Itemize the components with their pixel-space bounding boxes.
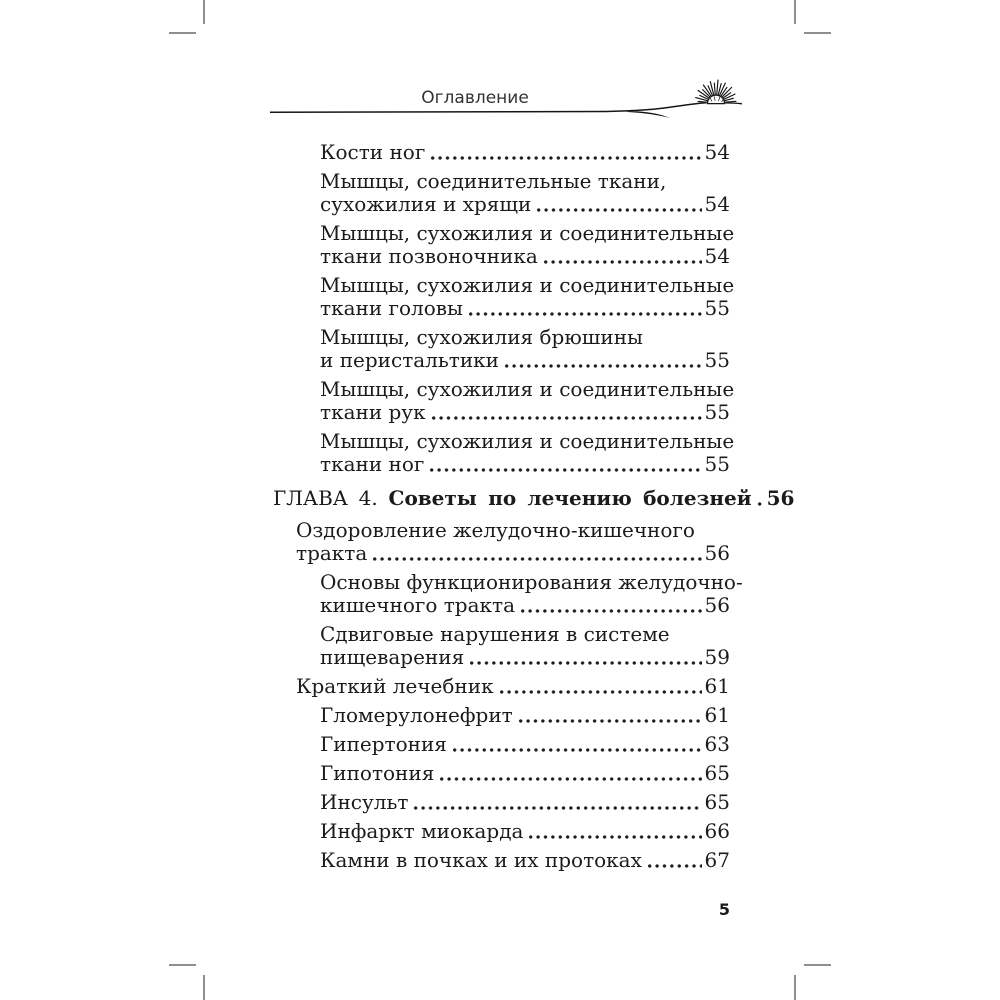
toc-list: [273, 140, 795, 878]
dot-leader: [429, 141, 701, 164]
toc-entry: [273, 326, 730, 372]
toc-entry-line: [320, 646, 730, 669]
toc-entry: [273, 791, 730, 814]
toc-entry-line: [320, 453, 730, 476]
rule-swoosh: [626, 111, 671, 118]
toc-page-number: 66: [704, 819, 730, 843]
dot-leader: [503, 349, 702, 372]
toc-entry-text: Камни в почках и их протоках: [320, 848, 642, 872]
toc-entry-text: Оздоровление желудочно-кишечного: [296, 518, 695, 542]
toc-entry-line: [296, 519, 730, 542]
toc-entry-text: Инфаркт миокарда: [320, 819, 524, 843]
toc-entry-line: [320, 326, 730, 349]
toc-entry: [273, 570, 743, 617]
toc-entry: [273, 733, 730, 756]
toc-page-number: 55: [704, 452, 730, 476]
dot-leader: [468, 646, 701, 669]
toc-entry-line: [320, 273, 735, 297]
toc-entry-line: [320, 349, 730, 372]
toc-page-number: 56: [704, 541, 730, 565]
toc-entry-line: [320, 170, 730, 193]
dot-leader: [451, 733, 702, 756]
toc-entry-text: Гипотония: [320, 761, 435, 785]
toc-entry-line: [320, 401, 730, 424]
toc-entry-line: [320, 193, 730, 216]
toc-entry-line: [320, 377, 735, 401]
toc-entry-line: [320, 245, 730, 268]
toc-entry-line: [320, 570, 743, 594]
toc-entry: [273, 704, 730, 727]
toc-entry-text: Мышцы, сухожилия брюшины: [320, 325, 643, 349]
toc-page-number: 54: [704, 140, 730, 164]
toc-entry: [273, 623, 730, 669]
toc-page-number: 61: [704, 703, 730, 727]
folio-page-number: 5: [718, 900, 730, 919]
toc-chapter-entry: [273, 486, 795, 510]
toc-entry: [273, 820, 730, 843]
crop-mark-top-right-vertical: [794, 0, 796, 24]
running-head-title: Оглавление: [421, 88, 529, 108]
crop-mark-bottom-left-horizontal: [169, 964, 196, 966]
toc-entry-line: [273, 486, 795, 510]
toc-page-number: 67: [704, 848, 730, 872]
dot-leader: [498, 675, 702, 698]
dot-leader: [542, 245, 702, 268]
dot-leader: [517, 704, 702, 727]
crop-mark-bottom-right-horizontal: [804, 964, 831, 966]
toc-page-number: 59: [704, 645, 730, 669]
toc-page-number: 55: [704, 296, 730, 320]
toc-page-number: 54: [704, 244, 730, 268]
flower-icon: [696, 80, 736, 104]
toc-entry: [273, 273, 735, 320]
rule-line-tail: [725, 103, 742, 104]
toc-entry-line: [320, 762, 730, 785]
dot-leader: [371, 542, 701, 565]
toc-entry: [273, 377, 735, 424]
dot-leader: [527, 820, 701, 843]
toc-page-number: 65: [704, 790, 730, 814]
toc-page-number: 63: [704, 732, 730, 756]
toc-entry-text: ткани головы: [320, 296, 463, 320]
toc-entry-text: Краткий лечебник: [296, 674, 494, 698]
toc-entry-text: ткани рук: [320, 400, 426, 424]
toc-entry-text: Мышцы, соединительные ткани,: [320, 169, 667, 193]
toc-entry-line: [320, 297, 730, 320]
dot-leader: [430, 401, 702, 424]
toc-entry-text: Основы функционирования желудочно-: [320, 570, 743, 594]
toc-entry-text: Мышцы, сухожилия и соединительные: [320, 377, 735, 401]
toc-entry-text: ткани ног: [320, 452, 425, 476]
toc-entry: [273, 141, 730, 164]
toc-entry-line: [320, 623, 730, 646]
toc-entry-text: Гипертония: [320, 732, 447, 756]
toc-entry-text: и перистальтики: [320, 348, 499, 372]
toc-entry-text: Кости ног: [320, 140, 426, 164]
dot-leader: [756, 487, 764, 510]
toc-entry-line: [320, 849, 730, 872]
toc-entry: [273, 519, 730, 565]
dot-leader: [646, 849, 702, 872]
toc-page-number: 65: [704, 761, 730, 785]
crop-mark-bottom-left-vertical: [203, 975, 205, 1000]
crop-mark-top-left-vertical: [203, 0, 205, 24]
toc-page-number: 56: [704, 593, 730, 617]
toc-page-number: 55: [704, 348, 730, 372]
toc-entry: [273, 849, 730, 872]
toc-entry: [273, 429, 735, 476]
toc-entry-text: ткани позвоночника: [320, 244, 538, 268]
dot-leader: [535, 193, 701, 216]
toc-entry-text: [273, 487, 752, 510]
toc-entry-line: [320, 704, 730, 727]
toc-page-number: 54: [704, 192, 730, 216]
toc-entry-line: [320, 820, 730, 843]
toc-entry: [273, 762, 730, 785]
toc-entry: [273, 170, 730, 216]
crop-mark-top-left-horizontal: [169, 32, 196, 34]
toc-entry-text: Инсульт: [320, 790, 409, 814]
toc-entry-text: тракта: [296, 541, 368, 565]
toc-entry-line: [320, 733, 730, 756]
toc-entry-text: пищеварения: [320, 645, 465, 669]
toc-entry-text: Мышцы, сухожилия и соединительные: [320, 429, 735, 453]
dot-leader: [438, 762, 701, 785]
toc-page-number: 56: [766, 486, 795, 510]
toc-chapter-title: Советы по лечению болезней: [388, 486, 752, 510]
toc-entry-text: кишечного тракта: [320, 593, 516, 617]
toc-entry-line: [320, 429, 735, 453]
toc-entry: [273, 221, 735, 268]
toc-entry-text: Гломерулонефрит: [320, 703, 513, 727]
toc-chapter-label: ГЛАВА 4.: [273, 486, 389, 510]
toc-entry-line: [320, 141, 730, 164]
crop-mark-top-right-horizontal: [804, 32, 831, 34]
toc-entry-line: [320, 221, 735, 245]
toc-entry-text: Мышцы, сухожилия и соединительные: [320, 273, 735, 297]
rule-line: [270, 103, 707, 113]
toc-entry-line: [320, 594, 730, 617]
toc-entry-line: [296, 675, 730, 698]
toc-entry-text: Мышцы, сухожилия и соединительные: [320, 221, 735, 245]
toc-entry-line: [296, 542, 730, 565]
toc-entry-text: сухожилия и хрящи: [320, 192, 532, 216]
header-rule: [266, 70, 746, 122]
crop-mark-bottom-right-vertical: [794, 975, 796, 1000]
toc-entry-text: Сдвиговые нарушения в системе: [320, 622, 670, 646]
toc-page-number: 61: [704, 674, 730, 698]
toc-entry: [273, 675, 730, 698]
dot-leader: [428, 453, 701, 476]
toc-entry-line: [320, 791, 730, 814]
toc-page-number: 55: [704, 400, 730, 424]
dot-leader: [412, 791, 701, 814]
dot-leader: [467, 297, 702, 320]
dot-leader: [519, 594, 702, 617]
